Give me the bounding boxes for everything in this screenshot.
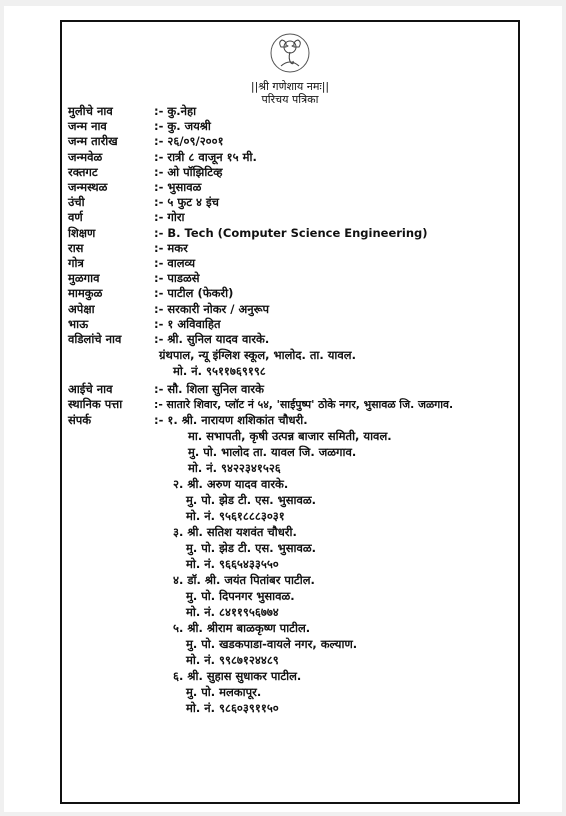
contact-mobile: मो. नं. ९८६०३९११५० <box>186 700 279 715</box>
field-value: :- पाटील (फेकरी) <box>154 286 234 301</box>
contact-mobile: मो. नं. ९५६१८८८३०३१ <box>186 508 285 523</box>
field-value: :- B. Tech (Computer Science Engineering) <box>154 225 428 240</box>
field-row <box>68 286 518 301</box>
field-label: जन्म तारीख <box>68 134 118 149</box>
document-border <box>60 20 520 804</box>
field-value: :- कु. जयश्री <box>154 119 211 134</box>
mother-label: आईचे नाव <box>68 382 113 397</box>
biodata-fields <box>68 104 518 716</box>
father-occupation: ग्रंथपाल, न्यू इंग्लिश स्कूल, भालोद. ता. यावल. <box>159 348 356 363</box>
field-row <box>68 210 518 225</box>
contact-mobile: मो. नं. ८४११९५६७७४ <box>186 604 279 619</box>
contact-label: संपर्क <box>68 412 92 427</box>
field-value: :- मकर <box>154 240 188 255</box>
contact-detail: मा. सभापती, कृषी उत्पन्न बाजार समिती, यावल. <box>188 428 392 443</box>
field-value: :- ५ फुट ४ इंच <box>154 195 219 210</box>
field-row <box>68 241 518 256</box>
field-row <box>68 165 518 180</box>
field-value: :- १ अविवाहित <box>154 316 221 331</box>
field-value: :- २६/०९/२००१ <box>154 134 224 149</box>
field-value: :- ओ पॉझिटिव्ह <box>154 164 223 179</box>
father-label: वडिलांचे नाव <box>68 332 122 347</box>
contact-name: ४. डॉ. श्री. जयंत पितांबर पाटील. <box>173 572 315 587</box>
field-row <box>68 104 518 119</box>
document-page <box>4 6 562 812</box>
field-row <box>68 150 518 165</box>
contact-detail: मु. पो. खडकपाडा-वायले नगर, कल्याण. <box>186 636 358 651</box>
address-value: :- सातारे शिवार, प्लॉट नं ५४, 'साईपुष्प' ठोके नगर, भुसावळ जि. जळगाव. <box>154 398 454 412</box>
field-row <box>68 134 518 149</box>
contact-mobile: मो. नं. ९६६५४३३५५० <box>186 556 279 571</box>
field-row <box>68 226 518 241</box>
invocation-text: ||श्री गणेशाय नमः|| <box>250 80 330 93</box>
contact-detail: मु. पो. दिपनगर भुसावळ. <box>186 588 295 603</box>
field-label: गोत्र <box>68 256 84 271</box>
field-row <box>68 180 518 195</box>
contact-detail: मु. पो. मलकापूर. <box>186 684 262 699</box>
ganesh-icon <box>269 32 311 74</box>
field-row <box>68 119 518 134</box>
contact-name: :- १. श्री. नारायण शशिकांत चौधरी. <box>154 412 308 427</box>
contact-detail: मु. पो. भालोद ता. यावल जि. जळगाव. <box>188 444 357 459</box>
address-label: स्थानिक पत्ता <box>68 397 123 412</box>
field-label: भाऊ <box>68 316 89 331</box>
document-header <box>62 32 518 106</box>
contact-mobile: मो. नं. ९४२२३४१५२६ <box>188 460 281 475</box>
field-value: :- गोरा <box>154 210 185 225</box>
field-row <box>68 271 518 286</box>
father-mobile: मो. नं. ९५११७६९१९८ <box>173 364 266 379</box>
father-row <box>68 332 518 347</box>
field-label: मुलीचे नाव <box>68 104 113 118</box>
contact-row <box>68 413 518 428</box>
contact-detail: मु. पो. झेड टी. एस. भुसावळ. <box>186 540 316 555</box>
contact-mobile: मो. नं. ९९८७१२४४८९ <box>186 652 279 667</box>
field-label: अपेक्षा <box>68 301 95 316</box>
field-row <box>68 195 518 210</box>
field-label: शिक्षण <box>68 225 96 240</box>
field-label: उंची <box>68 195 85 210</box>
field-value: :- कु.नेहा <box>154 104 197 118</box>
field-label: मामकुळ <box>68 286 103 301</box>
field-label: जन्मस्थळ <box>68 180 108 195</box>
field-label: जन्मवेळ <box>68 149 103 164</box>
field-value: :- सरकारी नोकर / अनुरूप <box>154 301 270 316</box>
field-label: जन्म नाव <box>68 119 107 134</box>
field-value: :- रात्री ८ वाजून १५ मी. <box>154 149 257 164</box>
field-value: :- भुसावळ <box>154 180 202 195</box>
field-value: :- पाडळसे <box>154 271 200 286</box>
field-label: वर्ण <box>68 210 83 225</box>
mother-row <box>68 382 518 397</box>
contact-name: ३. श्री. सतिश यशवंत चौधरी. <box>173 524 297 539</box>
contact-name: २. श्री. अरुण यादव वारके. <box>173 476 289 491</box>
field-label: रास <box>68 240 84 255</box>
field-label: मुळगाव <box>68 271 100 286</box>
contact-detail: मु. पो. झेड टी. एस. भुसावळ. <box>186 492 316 507</box>
document-title: परिचय पत्रिका <box>261 93 319 106</box>
contact-name: ६. श्री. सुहास सुधाकर पाटील. <box>173 668 302 683</box>
field-row <box>68 302 518 317</box>
contact-name: ५. श्री. श्रीराम बाळकृष्ण पाटील. <box>173 620 311 635</box>
field-value: :- वालव्य <box>154 256 196 271</box>
field-row <box>68 256 518 271</box>
father-name: :- श्री. सुनिल यादव वारके. <box>154 332 270 347</box>
address-row <box>68 397 518 412</box>
mother-name: :- सौ. शिला सुनिल वारके <box>154 382 264 397</box>
field-label: रक्तगट <box>68 164 98 179</box>
field-row <box>68 317 518 332</box>
